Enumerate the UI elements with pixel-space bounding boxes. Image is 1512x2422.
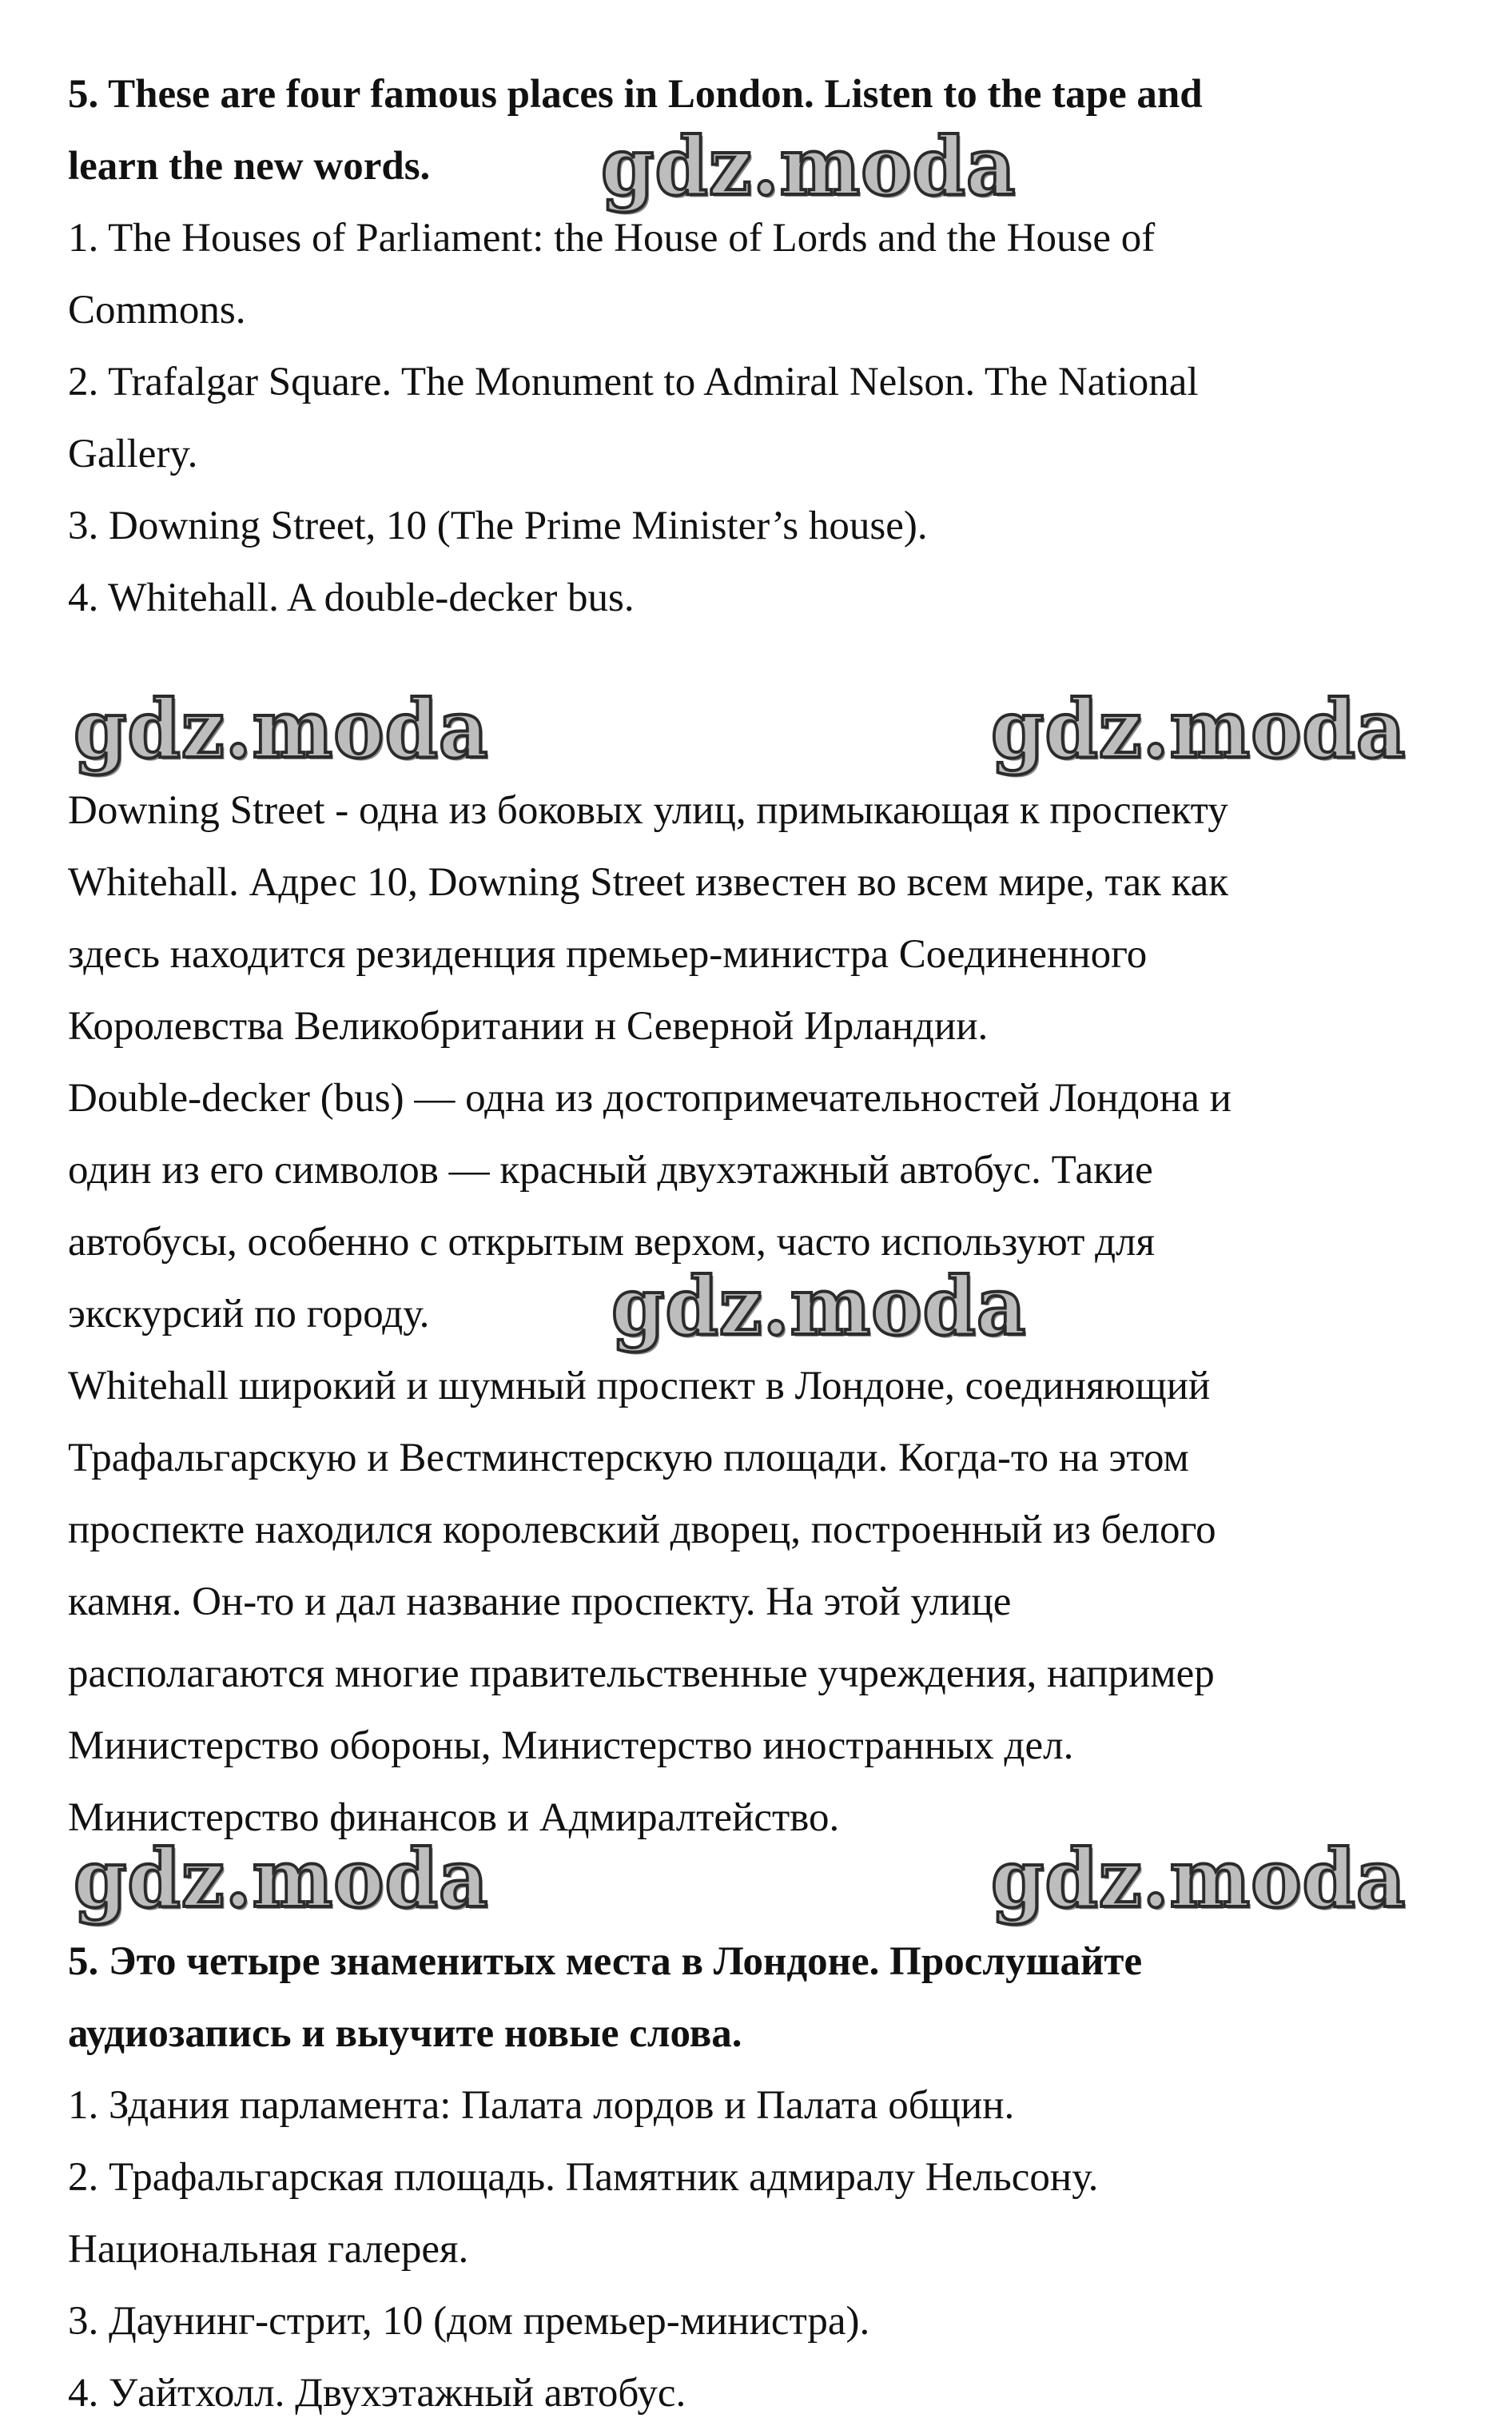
exercise-item-ru: 1. Здания парламента: Палата лордов и Палата общин. <box>68 2083 1015 2128</box>
note-line: располагаются многие правительственные учреждения, например <box>68 1651 1215 1696</box>
note-line: один из его символов — красный двухэтажный автобус. Такие <box>68 1148 1153 1193</box>
watermark-logo: gdz.moda <box>991 682 1407 776</box>
note-line: Double-decker (bus) — одна из достопримечательностей Лондона и <box>68 1076 1231 1121</box>
note-line: Downing Street - одна из боковых улиц, примыкающая к проспекту <box>68 788 1228 833</box>
note-line: камня. Он-то и дал название проспекту. На этой улице <box>68 1579 1012 1624</box>
note-line: экскурсий по городу. <box>68 1292 430 1336</box>
watermark-logo: gdz.moda <box>601 119 1017 213</box>
note-line: автобусы, особенно с открытым верхом, часто используют для <box>68 1220 1155 1265</box>
exercise-heading-ru-line-1: 5. Это четыре знаменитых места в Лондоне. Прослушайте <box>68 1939 1143 1984</box>
exercise-item-ru: 2. Трафальгарская площадь. Памятник адмиралу Нельсону. <box>68 2155 1099 2200</box>
watermark-logo: gdz.moda <box>991 1831 1407 1926</box>
note-line: Королевства Великобритании н Северной Ирландии. <box>68 1004 989 1049</box>
note-line: проспекте находился королевский дворец, построенный из белого <box>68 1508 1216 1552</box>
exercise-item-en: 3. Downing Street, 10 (The Prime Minister’s house). <box>68 504 928 548</box>
note-line: Whitehall. Адрес 10, Downing Street известен во всем мире, так как <box>68 860 1229 905</box>
note-line: Министерство обороны, Министерство иностранных дел. <box>68 1723 1074 1768</box>
note-line: Whitehall широкий и шумный проспект в Лондоне, соединяющий <box>68 1364 1211 1408</box>
exercise-item-en: Gallery. <box>68 432 198 476</box>
exercise-heading-ru-line-2: аудиозапись и выучите новые слова. <box>68 2011 742 2056</box>
exercise-heading-en-line-2: learn the new words. <box>68 144 431 189</box>
watermark-logo: gdz.moda <box>611 1259 1027 1353</box>
note-line: Трафальгарскую и Вестминстерскую площади. Когда-то на этом <box>68 1436 1189 1480</box>
exercise-item-ru: Национальная галерея. <box>68 2227 469 2272</box>
exercise-item-en: 1. The Houses of Parliament: the House of Lords and the House of <box>68 216 1156 261</box>
exercise-item-ru: 3. Даунинг-стрит, 10 (дом премьер-министра). <box>68 2299 870 2344</box>
note-line: Министерство финансов и Адмиралтейство. <box>68 1795 840 1840</box>
note-line: здесь находится резиденция премьер-министра Соединенного <box>68 932 1148 977</box>
exercise-item-en: 4. Whitehall. A double-decker bus. <box>68 576 635 620</box>
exercise-item-en: 2. Trafalgar Square. The Monument to Admiral Nelson. The National <box>68 360 1199 404</box>
exercise-item-ru: 4. Уайтхолл. Двухэтажный автобус. <box>68 2371 686 2416</box>
exercise-item-en: Commons. <box>68 288 246 333</box>
exercise-heading-en-line-1: 5. These are four famous places in London. Listen to the tape and <box>68 72 1203 117</box>
watermark-logo: gdz.moda <box>74 1831 489 1926</box>
watermark-logo: gdz.moda <box>74 682 489 776</box>
